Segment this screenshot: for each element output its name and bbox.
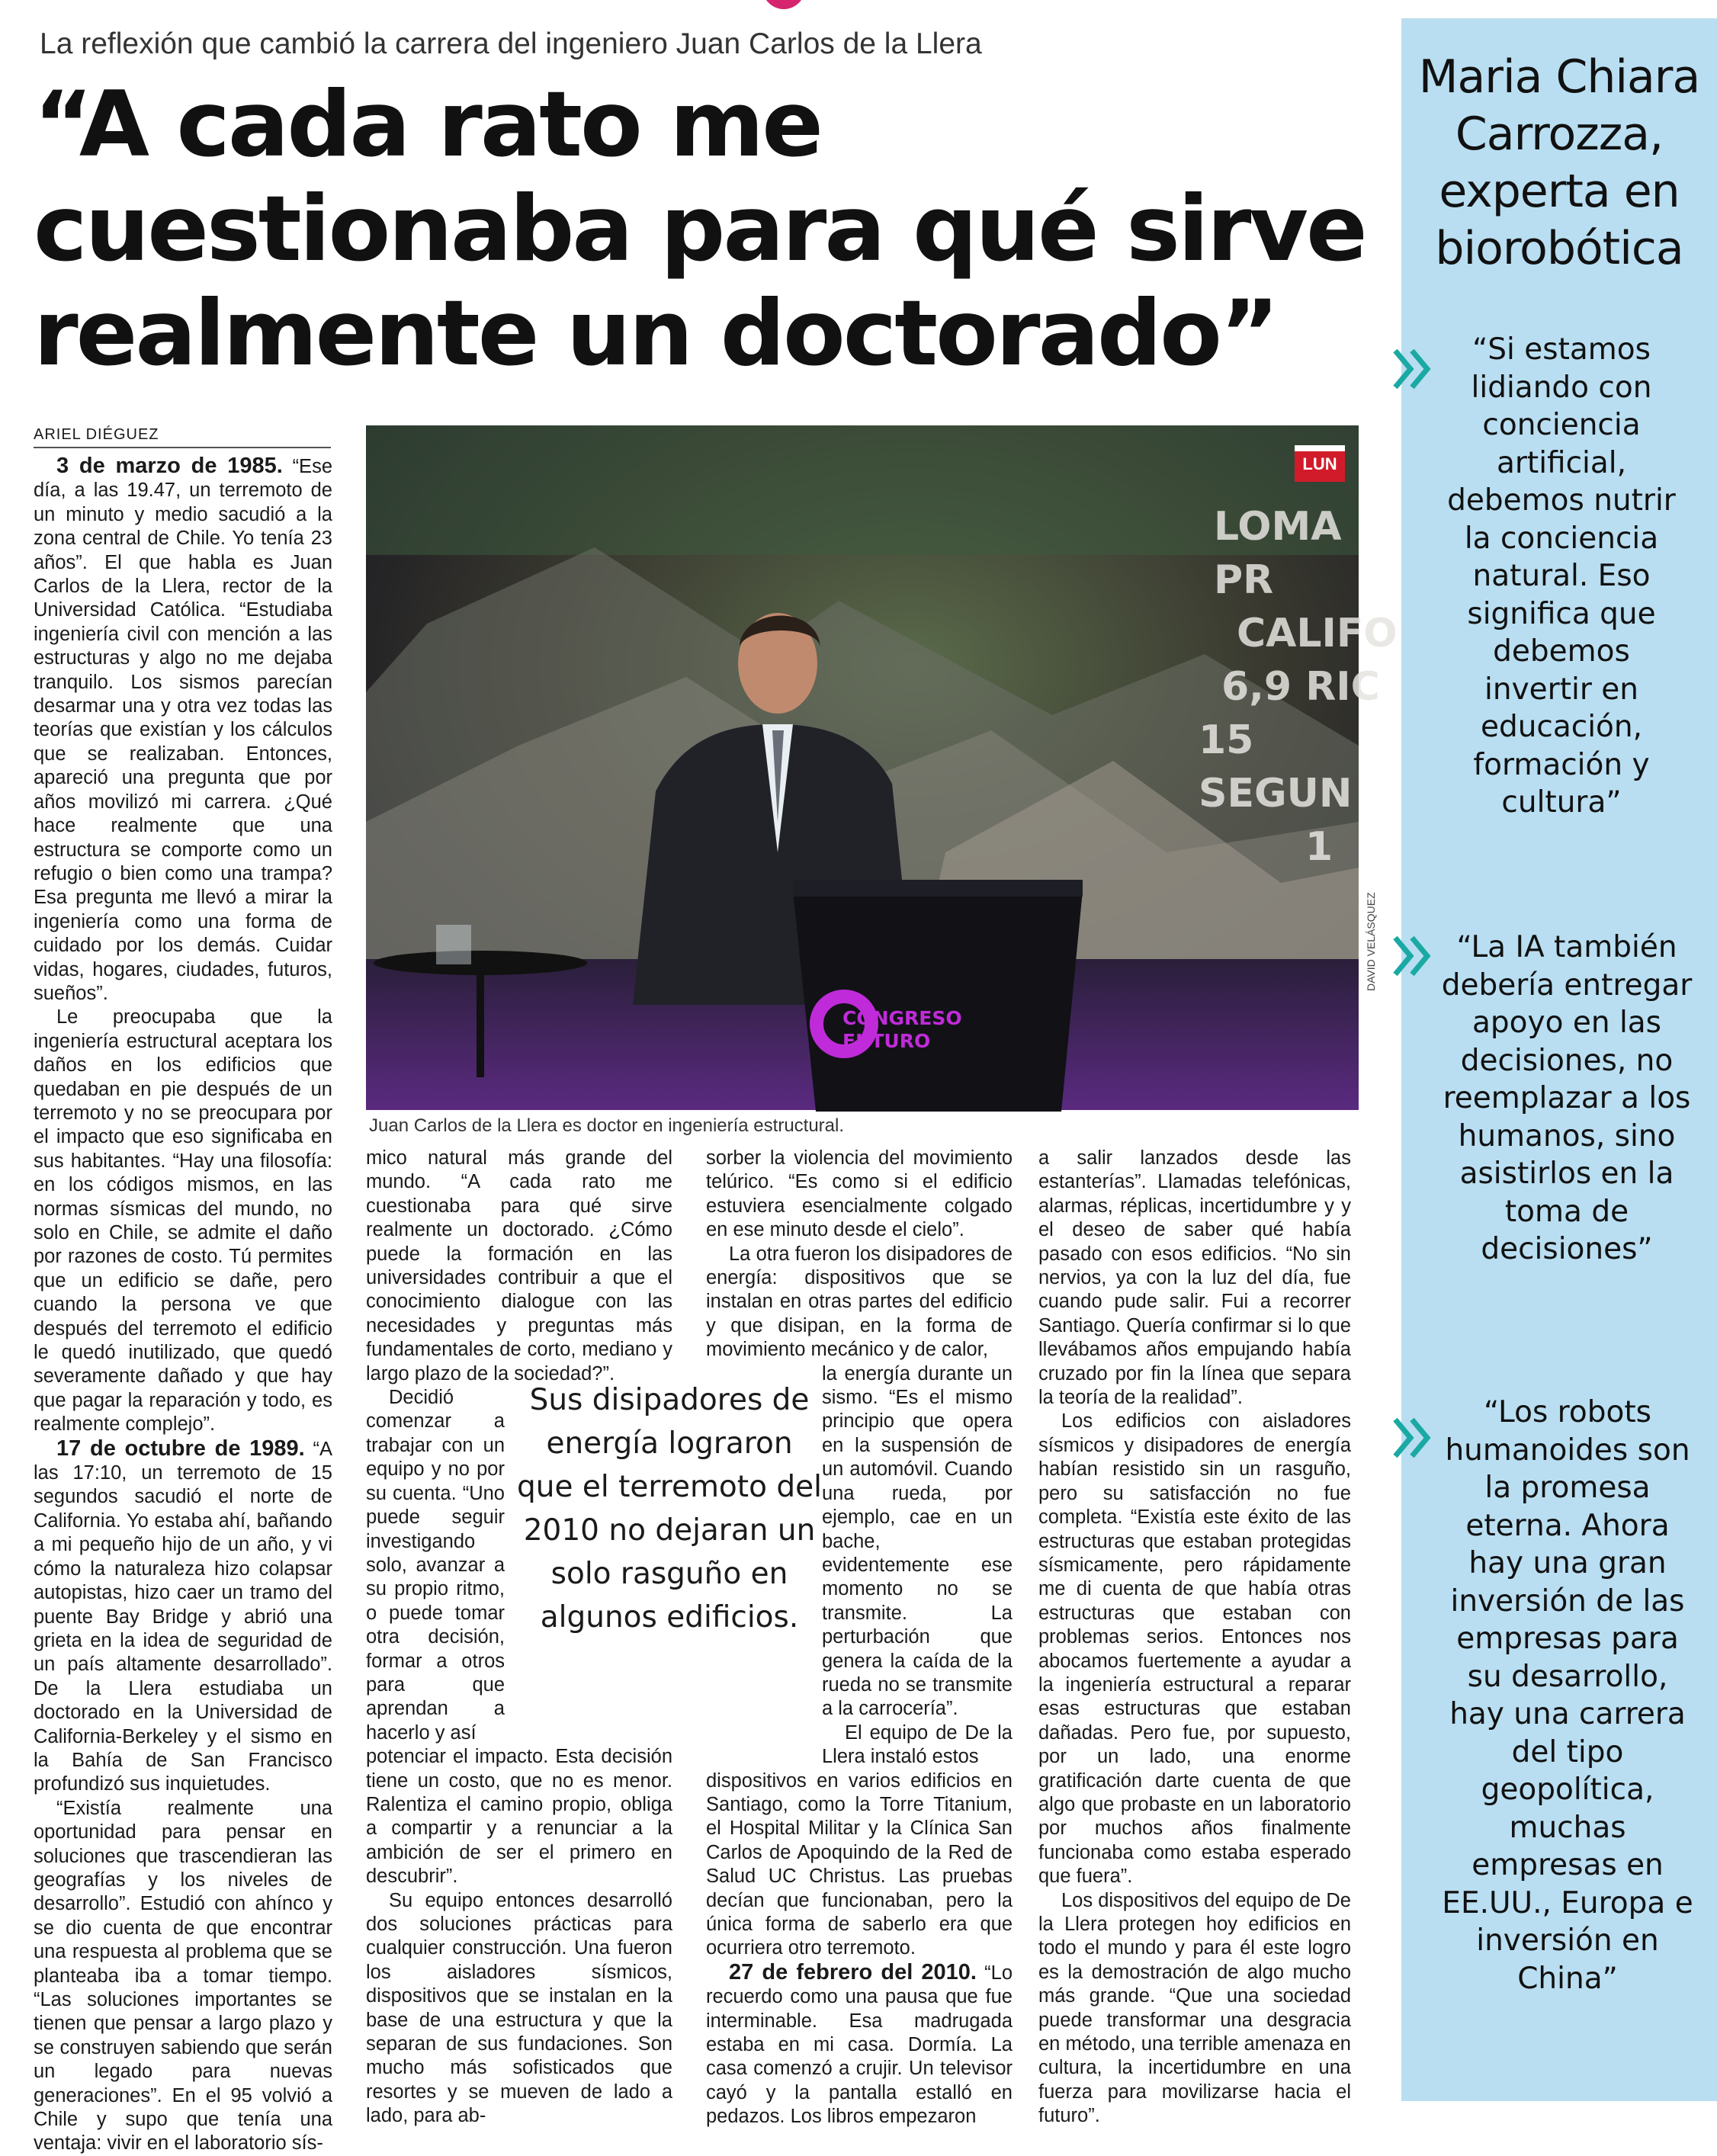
sidebar-quote-3: “Los robots humanoides son la promesa eterna. Ahora hay una gran inversión de las empresas para su desarrollo, hay una carrera del tipo geopolítica, muchas empresas en EE.UU., Europa e inversión en China”	[1442, 1395, 1693, 1996]
dateline: 17 de octubre de 1989.	[56, 1436, 305, 1461]
paragraph: La otra fueron los disipadores de energía: dispositivos que se instalan en otras partes del edificio y que disipan, en la forma de movimiento mecánico y de calor,	[706, 1243, 1013, 1361]
dateline: 3 de marzo de 1985.	[56, 454, 283, 478]
headline-line-1: “A cada rato me	[34, 72, 821, 178]
photo-caption: Juan Carlos de la Llera es doctor en ingeniería estructural.	[369, 1115, 845, 1136]
paragraph: a salir lanzados desde las estanterías”. Llamadas telefónicas, alarmas, réplicas, incertidumbre y y el deseo de saber qué había pasado con esos edificios. “No sin nervios, ya con la luz del día, fue cuando pude salir. Fui a recorrer Santiago. Quería confirmar si lo que llevábamos años empujando había cruzado por fin la línea que separa la teoría de la realidad”.	[1038, 1147, 1351, 1409]
podium-line: FUTURO	[842, 1030, 931, 1052]
paragraph-text: “Ese día, a las 19.47, un terremoto de un minuto y medio sacudió a la zona central de Chile. Yo tenía 23 años”. El que habla es Juan Carlos de la Llera, rector de la Universidad Católica. “Estudiaba ingeniería civil con mención a las estructuras y algo no me dejaba tranquilo. Los sismos parecían desarmar una y otra vez todas las teorías que existían y los cálculos que se realizaban. Entonces, apareció una pregunta que por años movilizó mi carrera. ¿Qué hace realmente que una estructura se comporte como un refugio o bien como una trampa? Esa pregunta me llevó a mirar la ingeniería como una forma de cuidado por los demás. Cuidar vidas, hogares, ciudades, futuros, sueños”.	[34, 456, 332, 1004]
article-column-1	[34, 454, 332, 2154]
sidebar-quote-1: “Si estamos lidiando con conciencia artificial, debemos nutrir la conciencia natural. Eso significa que debemos invertir en educación, formación y cultura”	[1447, 332, 1676, 820]
dateline: 27 de febrero del 2010.	[729, 1959, 977, 1984]
photo-credit: DAVID VELÁSQUEZ	[1365, 892, 1377, 991]
article-kicker: La reflexión que cambió la carrera del ingeniero Juan Carlos de la Llera	[40, 27, 982, 60]
paragraph-text: “Lo recuerdo como una pausa que fue interminable. Esa madrugada estaba en mi casa. Dormía. La casa comenzó a crujir. Un televisor cayó y la pantalla estalló en pedazos. Los libros empezaron	[706, 1962, 1013, 2128]
paragraph: Decidió comenzar a trabajar con un equipo y no por su cuenta. “Uno puede seguir investigando solo, avanzar a su propio ritmo, o puede tomar otra decisión, formar a otros para que aprendan a hacerlo y así	[366, 1387, 505, 1744]
paragraph	[34, 454, 332, 1006]
paragraph: potenciar el impacto. Esta decisión tiene un costo, que no es menor. Ralentiza el camino propio, obliga a compartir y a renunciar a la ambición de ser el primero en descubrir”.	[366, 1746, 672, 1888]
paragraph: El equipo de De la Llera instaló estos	[822, 1721, 1013, 1768]
byline: ARIEL DIÉGUEZ	[34, 426, 331, 448]
paragraph-text: “A las 17:10, un terremoto de 15 segundos sacudió el norte de California. Yo estaba ahí, bañando a mi pequeño hijo de un año, y vi cómo la naturaleza hizo colapsar autopistas, hizo caer un tramo del puente Bay Bridge y abrió una grieta en la idea de seguridad de un país altamente desarrollado”. De la Llera estudiaba un doctorado en la Universidad de California-Berkeley y el sismo en la Bahía de San Francisco profundizó sus inquietudes.	[34, 1438, 332, 1795]
double-chevron-right-icon	[1385, 932, 1446, 980]
headline-line-3: realmente un doctorado”	[34, 281, 1278, 387]
paragraph: Los dispositivos del equipo de De la Llera protegen hoy edificios en todo el mundo y para él este logro es la demostración de algo mucho más grande. “Que una sociedad puede transformar una desgracia en método, una terrible amenaza en cultura, la incertidumbre en una fuerza para movilizarse hacia el futuro”.	[1038, 1889, 1351, 2127]
double-chevron-right-icon	[1385, 345, 1446, 393]
lun-badge-text: LUN	[1302, 454, 1337, 473]
paragraph: mico natural más grande del mundo. “A cada rato me cuestionaba para qué sirve realmente un doctorado. ¿Cómo puede la formación en las universidades contribuir a que el conocimiento dialogue con las necesidades y preguntas más fundamentales de corto, mediano y largo plazo de la sociedad?”.	[366, 1147, 672, 1384]
screen-line: 6,9 RIC	[1221, 664, 1380, 710]
paragraph	[34, 1437, 332, 1797]
paragraph: Los edificios con aisladores sísmicos y disipadores de energía habían resistido sin un rasguño, pero su satisfacción no fue completa. “Existía este éxito de las estructuras que estaban protegidas sísmicamente, pero rápidamente me di cuenta de que había otras estructuras que estaban con problemas serios. Entonces nos abocamos fuertemente a ayudar a la ingeniería estructural a reparar esas estructuras que estaban dañadas. Pero fue, por supuesto, por un lado, una enorme gratificación darte cuenta de que algo que probaste en un laboratorio por muchos años finalmente funcionaba como estaba esperado que fuera”.	[1038, 1410, 1351, 1888]
paragraph: Le preocupaba que la ingeniería estructural aceptara los daños en los edificios que quedaban en pie después de un terremoto y no se preocupara por el impacto que eso significaba en sus habitantes. “Hay una filosofía: en los códigos mismos, en las normas sísmicas del mundo, no solo en Chile, se admite el daño por razones de costo. Tú permites que un edificio se dañe, pero cuando la persona ve que después del terremoto el edificio le quedó inutilizado, que quedó severamente dañado y que hay que pagar la reparación y todo, es realmente complejo”.	[34, 1006, 332, 1436]
paragraph: dispositivos en varios edificios en Santiago, como la Torre Titanium, el Hospital Militar y la Clínica San Carlos de Apoquindo de la Red de Salud UC Christus. Las pruebas decían que funcionaban, pero la única forma de saberlo era que ocurriera otro terremoto.	[706, 1769, 1013, 1959]
paragraph: Su equipo entonces desarrolló dos soluciones prácticas para cualquier construcción. Una fueron los aisladores sísmicos, dispositivos que se instalan en la base de una estructura y que la separan de sus fundaciones. Son mucho más sofisticados que resortes y se mueven de lado a lado, para ab-	[366, 1889, 672, 2127]
article-column-3	[706, 1147, 1013, 2128]
pull-quote: Sus disipadores de energía lograron que el terremoto del 2010 no dejaran un solo rasguño en algunos edificios.	[517, 1383, 822, 1635]
lun-badge	[1295, 445, 1345, 482]
podium-logo-text	[842, 1007, 980, 1053]
paragraph: la energía durante un sismo. “Es el mismo principio que opera en la suspensión de un automóvil. Cuando una rueda, por ejemplo, cae en un bache, evidentemente ese momento no se transmite. La perturbación que genera la caída de la rueda no se transmite a la carrocería”.	[822, 1362, 1013, 1720]
headline-line-2: cuestionaba para qué sirve	[34, 177, 1366, 282]
section-tab-marker	[762, 0, 805, 9]
paragraph	[706, 1961, 1013, 2129]
article-column-4	[1038, 1147, 1351, 2127]
paragraph: “Existía realmente una oportunidad para pensar en soluciones que trascendieran las geografías y los niveles de desarrollo”. Estudió con ahínco y se dio cuenta de que encontrar una respuesta al problema que se planteaba iba a tomar tiempo. “Las soluciones importantes se tienen que pensar a largo plazo y se construyen sabiendo que serán un legado para nuevas generaciones”. En el 95 volvió a Chile y supo que tenía una ventaja: vivir en el laboratorio sís-	[34, 1797, 332, 2154]
podium-line: CONGRESO	[842, 1007, 962, 1029]
double-chevron-right-icon	[1385, 1413, 1446, 1462]
screen-line: CALIFO	[1237, 611, 1398, 656]
screen-line: 1	[1305, 824, 1333, 870]
screen-line: 15 SEGUN	[1199, 717, 1353, 817]
article-headline	[34, 73, 1375, 387]
sidebar-quote-2: “La IA también debería entregar apoyo en las decisiones, no reemplazar a los humanos, sino asistirlos en la toma de decisiones”	[1441, 930, 1693, 1266]
sidebar-title: Maria Chiara Carrozza, experta en biorobótica	[1418, 50, 1700, 275]
paragraph: sorber la violencia del movimiento telúrico. “Es como si el edificio estuviera esencialmente colgado en ese minuto desde el cielo”.	[706, 1147, 1013, 1241]
screen-text	[1199, 500, 1412, 874]
screen-line: LOMA PR	[1214, 504, 1342, 603]
